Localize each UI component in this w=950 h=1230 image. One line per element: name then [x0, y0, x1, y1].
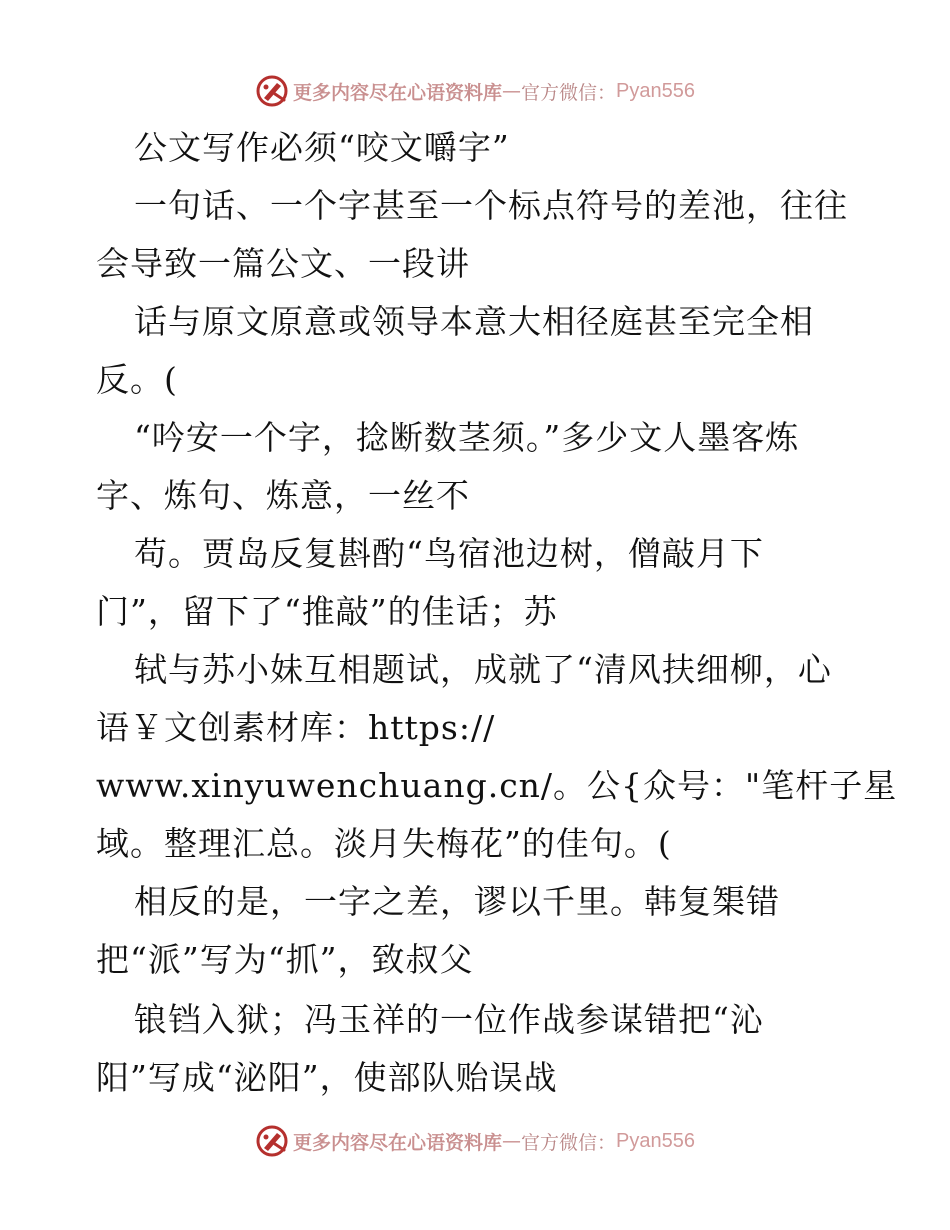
- banner-site-name: 更多内容尽在心语资料库: [293, 1131, 503, 1154]
- text-line: 把“派”写为“抓”，致叔父: [96, 940, 474, 979]
- text-line: 苟。贾岛反复斟酌“鸟宿池边树，僧敲月下: [134, 534, 764, 573]
- text-line: 话与原文原意或领导本意大相径庭甚至完全相: [134, 302, 814, 341]
- text-line: 锒铛入狱；冯玉祥的一位作战参谋错把“沁: [134, 1000, 764, 1039]
- text-line: 反。(: [96, 360, 178, 399]
- banner-wechat-label: 官方微信：: [521, 1131, 617, 1154]
- document-title: 公文写作必须“咬文嚼字”: [134, 128, 510, 167]
- text-line: 轼与苏小妹互相题试，成就了“清风扶细柳，心: [134, 650, 832, 689]
- banner-dash: —: [502, 80, 522, 102]
- footer-watermark-banner: [0, 1124, 950, 1158]
- text-line: 语￥文创素材库：https://: [96, 708, 496, 747]
- text-line: 一句话、一个字甚至一个标点符号的差池，往往: [134, 186, 848, 225]
- text-line: 门”，留下了“推敲”的佳话；苏: [96, 592, 558, 631]
- brand-logo-icon: [255, 1124, 289, 1158]
- text-line: 字、炼句、炼意，一丝不: [96, 476, 470, 515]
- text-line: 阳”写成“泌阳”，使部队贻误战: [96, 1058, 558, 1097]
- banner-wechat-id: Pyan556: [616, 79, 695, 102]
- banner-wechat-id: Pyan556: [616, 1129, 695, 1152]
- banner-dash: —: [502, 1130, 522, 1152]
- text-line: “吟安一个字，捻断数茎须。”多少文人墨客炼: [134, 418, 800, 457]
- text-line: www.xinyuwenchuang.cn/。公{众号："笔杆子星: [96, 766, 898, 805]
- text-line: 会导致一篇公文、一段讲: [96, 244, 470, 283]
- text-line: 域。整理汇总。淡月失梅花”的佳句。(: [96, 824, 672, 863]
- text-line: 相反的是，一字之差，谬以千里。韩复榘错: [134, 882, 780, 921]
- banner-site-name: 更多内容尽在心语资料库: [293, 81, 503, 104]
- banner-wechat-label: 官方微信：: [521, 81, 617, 104]
